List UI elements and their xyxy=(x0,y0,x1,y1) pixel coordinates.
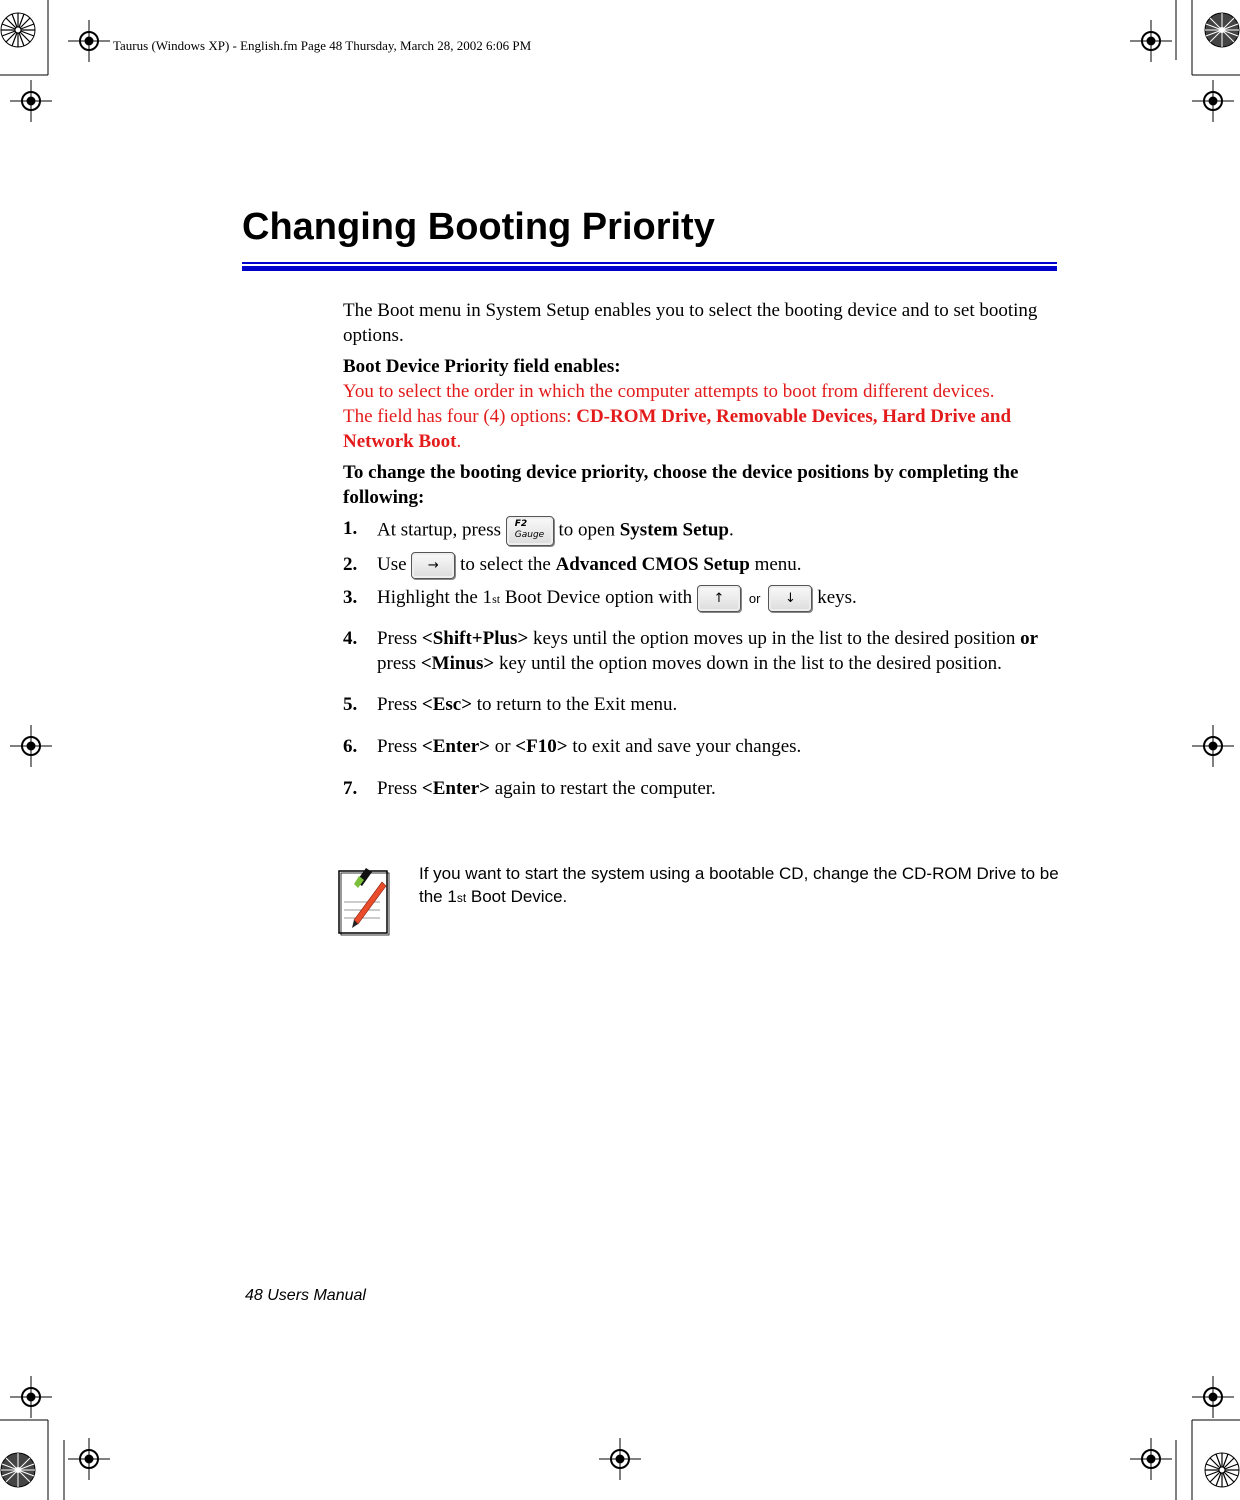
priority-line-2: The field has four (4) options: CD-ROM Drive, Removable Devices, Hard Drive and Network Boot. xyxy=(343,406,1012,452)
registration-mark-icon xyxy=(1192,725,1234,767)
registration-mark-icon xyxy=(10,80,52,122)
instructions-heading: To change the booting device priority, choose the device positions by completing the following: xyxy=(343,462,1019,508)
right-arrow-key-icon: → xyxy=(411,552,455,579)
color-wheel-icon xyxy=(0,12,36,48)
registration-mark-icon xyxy=(1192,80,1234,122)
step-5: 5. Press <Esc> to return to the Exit menu. xyxy=(343,694,678,716)
body-content xyxy=(343,298,1063,801)
registration-mark-icon xyxy=(10,725,52,767)
registration-mark-icon xyxy=(68,1438,110,1480)
title-rule-thick xyxy=(242,266,1057,271)
step-7: 7. Press <Enter> again to restart the computer. xyxy=(343,778,716,800)
color-wheel-icon xyxy=(0,1452,36,1488)
color-wheel-icon xyxy=(1204,12,1240,48)
priority-options: CD-ROM Drive, Removable Devices, Hard Drive and Network Boot xyxy=(343,406,1012,452)
registration-mark-icon xyxy=(68,20,110,62)
color-wheel-icon xyxy=(1204,1452,1240,1488)
step-4: 4. Press <Shift+Plus> keys until the option moves up in the list to the desired position or press <Minus> key until the option moves down in the list to the desired position. xyxy=(343,628,1039,675)
page-title: Changing Booting Priority xyxy=(242,206,715,248)
down-arrow-key-icon: ↓ xyxy=(768,585,812,612)
step-1: 1. At startup, press F2 Gauge to open System Setup. xyxy=(343,516,1063,546)
note-pad-icon xyxy=(336,866,392,936)
note-text: If you want to start the system using a bootable CD, change the CD-ROM Drive to be the 1st Boot Device. xyxy=(419,864,1059,906)
registration-mark-icon xyxy=(599,1438,641,1480)
priority-heading: Boot Device Priority field enables: xyxy=(343,356,621,377)
priority-line-1: You to select the order in which the computer attempts to boot from different devices. xyxy=(343,381,995,402)
registration-mark-icon xyxy=(1130,1438,1172,1480)
step-6: 6. Press <Enter> or <F10> to exit and save your changes. xyxy=(343,736,802,758)
header-file-info: Taurus (Windows XP) - English.fm Page 48 Thursday, March 28, 2002 6:06 PM xyxy=(113,38,532,53)
step-2: 2. Use → to select the Advanced CMOS Setup menu. xyxy=(343,552,1063,579)
title-rule xyxy=(242,262,1057,264)
page-footer: 48 Users Manual xyxy=(245,1287,366,1304)
registration-mark-icon xyxy=(1130,20,1172,62)
intro-paragraph: The Boot menu in System Setup enables you to select the booting device and to set booting options. xyxy=(343,300,1038,346)
registration-mark-icon xyxy=(10,1376,52,1418)
f2-key-icon: F2 Gauge xyxy=(506,516,554,546)
step-3: 3. Highlight the 1st Boot Device option with ↑ or ↓ keys. xyxy=(343,585,1063,612)
up-arrow-key-icon: ↑ xyxy=(697,585,741,612)
registration-mark-icon xyxy=(1192,1376,1234,1418)
